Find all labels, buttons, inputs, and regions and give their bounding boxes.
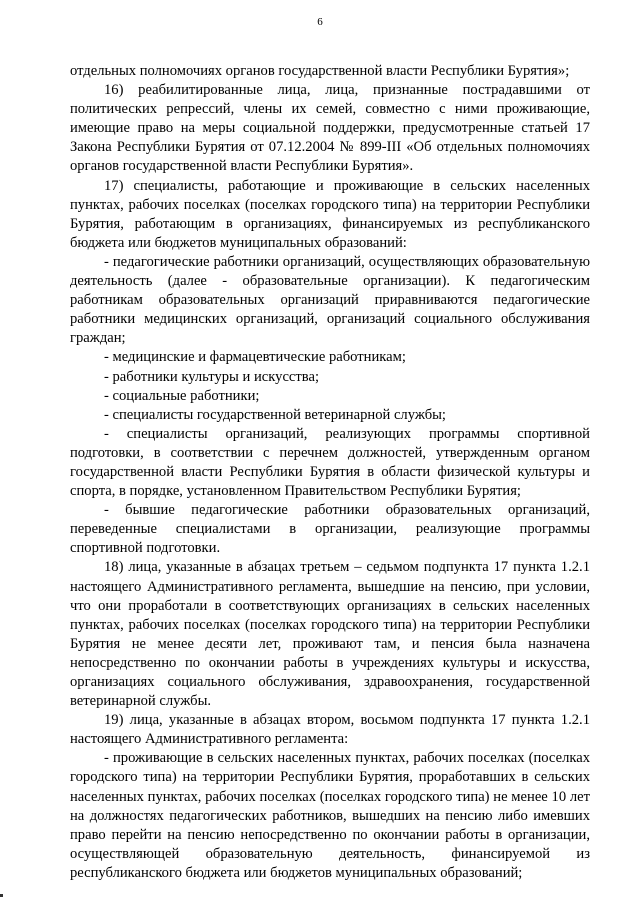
list-item-medical: - медицинские и фармацевтические работникам; (104, 349, 406, 366)
document-body (70, 62, 590, 883)
paragraph-continuation: отдельных полномочиях органов государственной власти Республики Бурятия»; (70, 63, 570, 79)
paragraph-item-17: 17) специалисты, работающие и проживающие в сельских населенных пунктах, рабочих поселках (поселках городского типа) на территории Республики Бурятия, работающим в организациях, финансируемых из республиканского бюджета или бюджетов муниципальных образований: (70, 177, 590, 251)
list-item-culture: - работники культуры и искусства; (104, 368, 320, 385)
list-item-veterinary: - специалисты государственной ветеринарной службы; (104, 406, 446, 423)
list-item-social: - социальные работники; (104, 387, 260, 404)
paragraph-rural-residents: - проживающие в сельских населенных пунктах, рабочих поселках (поселках городского типа) на территории Республики Бурятия, проработавших в сельских населенных пунктах, рабочих поселках (поселках городского типа) не менее 10 лет на должностях педагогических работников, вышедших на пенсию либо имевших право перейти на пенсию непосредственно по окончании работы в организации, осуществляющей образовательную деятельность, финансируемой из республиканского бюджета или бюджетов муниципальных образований; (70, 750, 590, 881)
paragraph-pedagogical-workers: - педагогические работники организаций, осуществляющих образовательную деятельность (далее - образовательные организации). К педагогическим работникам образовательных организаций приравниваются педагогические работники медицинских организаций, организаций социального обслуживания граждан; (70, 253, 590, 347)
paragraph-item-18: 18) лица, указанные в абзацах третьем – седьмом подпункта 17 пункта 1.2.1 настоящего Административного регламента, вышедшие на пенсию, при условии, что они проработали в соответствующих организациях в сельских населенных пунктах, рабочих поселках (поселках городского типа) на территории Республики Бурятия не менее десяти лет, проживают там, и пенсия была назначена непосредственно по окончании работы в учреждениях культуры и искусства, организациях социального обслуживания, здравоохранения, государственной ветеринарной службы. (70, 559, 590, 710)
page-number: 6 (317, 16, 323, 28)
paragraph-item-16: 16) реабилитированные лица, лица, признанные пострадавшими от политических репрессий, члены их семей, совместно с ними проживающие, имеющие право на меры социальной поддержки, предусмотренные статьей 17 Закона Республики Бурятия от 07.12.2004 № 899-III «Об отдельных полномочиях органов государственной власти Республики Бурятия». (70, 82, 590, 175)
paragraph-item-19: 19) лица, указанные в абзацах втором, восьмом подпункта 17 пункта 1.2.1 настоящего Административного регламента: (70, 712, 590, 748)
paragraph-sports-specialists: - специалисты организаций, реализующих программы спортивной подготовки, в соответствии с перечнем должностей, утвержденным органом государственной власти Республики Бурятия в области физической культуры и спорта, в порядке, установленном Правительством Республики Бурятия; (70, 425, 590, 500)
paragraph-former-pedagogical: - бывшие педагогические работники образовательных организаций, переведенные специалистами в организации, реализующие программы спортивной подготовки. (70, 502, 590, 557)
scan-artifact (0, 894, 3, 897)
